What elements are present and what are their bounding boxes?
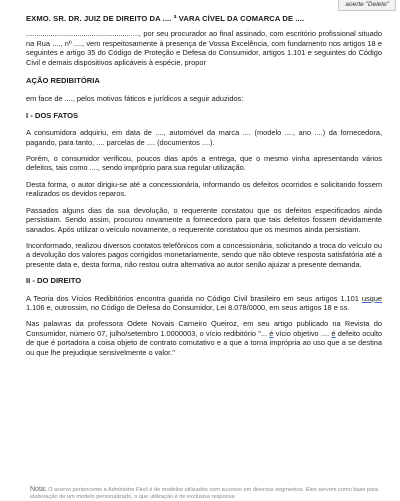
intro-paragraph: ......................................................., por seu procurador ao final assinado, com escritório profissional situado na Rua ...., nº ...., vem respeitosamente à presença de Vossa Excelência, com fundamento nos artigos 18 e seguintes e artigo 35 do Código de Proteção e Defesa do Consumidor, artigos 1.101 e seguintes do Código Civil e demais dispositivos aplicáveis à espécie, propor <box>26 29 382 67</box>
law-p1-text-b: 1.106 e, outrossim, no Código de Defesa do Consumidor, Lei 8.078/0000, em seus artigos 18 e ss. <box>26 302 350 312</box>
underlined-e-2: é <box>331 328 336 338</box>
law-p2-text-b: vício objetivo .... <box>273 328 332 338</box>
law-p2-text-a: Nas palavras da professora Odete Novais Carneiro Queiroz, em seu artigo publicado na Revista do Consumidor, número 07, julho/setembro 1.0000003, o vício redibitório "... <box>26 319 382 338</box>
law-paragraph-1 <box>26 294 382 313</box>
delete-hint-badge: aoerte "Delete" <box>338 0 396 11</box>
facts-paragraph-5: Inconformado, realizou diversos contatos telefônicos com a concessionária, solicitando a troca do veículo ou a devolução dos valores pagos corrigidos monetariamente, sendo que não obteve resposta satisfatória até a presente data e, desta forma, não restou outra alternativa ao autor senão ajuizar a presente demanda. <box>26 240 382 269</box>
law-p2-text-c: defeito oculto de que é portadora a coisa objeto de contrato comutativo e a que a torna imprópria ao uso que a se destina ou que lhe prejudique sensivelmente o valor." <box>26 328 382 357</box>
action-title: AÇÃO REDIBITÓRIA <box>26 76 100 86</box>
note-label: Nota: <box>30 486 47 493</box>
section-facts-title: I - DOS FATOS <box>26 110 79 120</box>
facts-paragraph-1: A consumidora adquiriu, em data de ...., automóvel da marca .... (modelo ...., ano ....) da fornecedora, pagando, para tanto, .... parcelas de .... (documentos ....). <box>26 128 382 147</box>
against-paragraph: em face de ...., pelos motivos fáticos e jurídicos a seguir aduzidos: <box>26 94 244 104</box>
facts-paragraph-4: Passados alguns dias da sua devolução, o requerente constatou que os defeitos especificados ainda persistiam. Sendo assim, procurou novamente a fornecedora para que tais defeitos fossem devidamente sanados. Após utilizar o veículo novamente, o requerente constatou que os mesmos ainda persistiam. <box>26 205 382 234</box>
facts-paragraph-2: Porém, o consumidor verificou, poucos dias após a entrega, que o mesmo vinha apresentando vários defeitos, tais como ...., sendo impróprio para sua regular utilização. <box>26 154 382 173</box>
facts-paragraph-3: Desta forma, o autor dirigiu-se até a concessionária, informando os defeitos ocorridos e solicitando fossem realizados os devidos reparos. <box>26 179 382 199</box>
section-law-title: II - DO DIREITO <box>26 276 82 286</box>
law-p1-text-a: A Teoria dos Vícios Redibitórios encontra guarida no Código Civil brasileiro em seus artigos 1.101 <box>26 293 362 303</box>
note-text: O acervo pertencente a Administre Fácil é de modelos utilizados com sucesso em diversos segmentos. Eles servem como base para elaboração de um modelo personalizado, o que utilização é de exclusiva responsa <box>30 487 379 500</box>
footer-note <box>30 486 386 501</box>
underlined-e-1: é <box>269 328 274 338</box>
court-header: EXMO. SR. DR. JUIZ DE DIREITO DA .... ª VARA CÍVEL DA COMARCA DE .... <box>26 14 305 23</box>
law-paragraph-2 <box>26 319 382 357</box>
usque-word: usque <box>361 293 382 303</box>
